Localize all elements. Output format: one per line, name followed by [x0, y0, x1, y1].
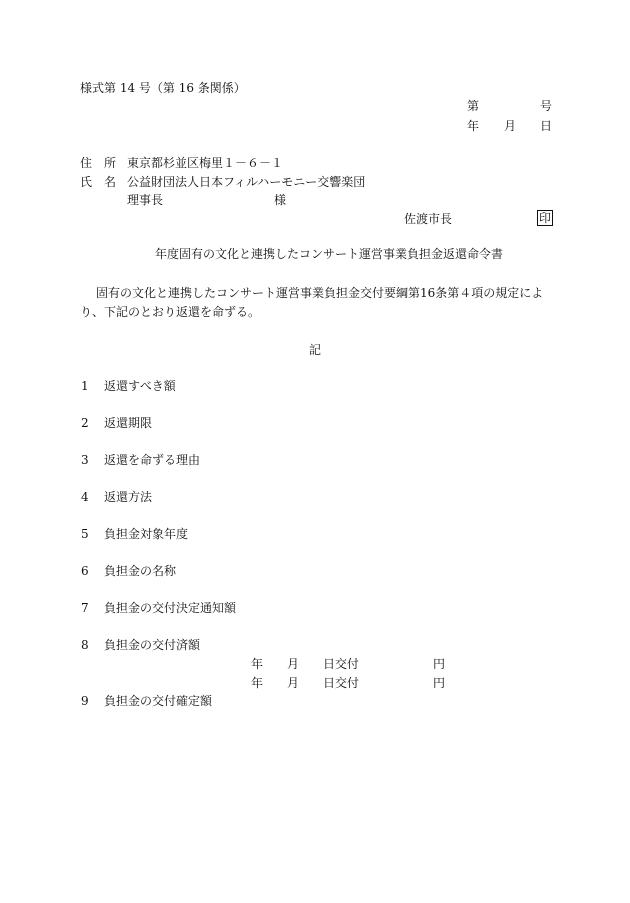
payment-yen: 円 [433, 676, 446, 690]
payment-year: 年 [251, 676, 264, 690]
item-label: 負担金対象年度 [104, 527, 189, 541]
address-value: 東京都杉並区梅里１－６－１ [127, 156, 284, 170]
date-month: 月 [504, 119, 517, 133]
item-number: 2 [81, 416, 89, 430]
payment-yen: 円 [433, 657, 446, 671]
item-number: 7 [81, 601, 89, 615]
item-label: 返還すべき額 [104, 379, 176, 393]
item-label: 負担金の名称 [104, 564, 177, 578]
item-label: 負担金の交付決定通知額 [104, 601, 237, 615]
name-value: 公益財団法人日本フィルハーモニー交響楽団 [127, 175, 366, 189]
ki-heading: 記 [309, 343, 322, 357]
issuer-title: 佐渡市長 [404, 212, 453, 226]
item-label: 返還を命ずる理由 [104, 453, 201, 467]
doc-number-suffix: 号 [540, 99, 553, 113]
body-line-2: り、下記のとおり返還を命ずる。 [80, 305, 261, 319]
item-label: 負担金の交付済額 [104, 638, 201, 652]
doc-number-prefix: 第 [467, 99, 480, 113]
body-line-1: 固有の文化と連携したコンサート運営事業負担金交付要綱第16条第４項の規定によ [96, 286, 544, 300]
document-title: 年度固有の文化と連携したコンサート運営事業負担金返還命令書 [155, 247, 504, 261]
director-honorific: 様 [274, 193, 287, 207]
payment-day: 日交付 [323, 676, 360, 690]
issuer-seal: 印 [539, 211, 552, 225]
address-label: 住 所 [80, 156, 117, 170]
name-label: 氏 名 [80, 175, 117, 189]
payment-day: 日交付 [323, 657, 360, 671]
item-number: 6 [81, 564, 89, 578]
date-year: 年 [467, 119, 480, 133]
item-label: 負担金の交付確定額 [104, 694, 213, 708]
item-number: 5 [81, 527, 89, 541]
item-label: 返還期限 [104, 416, 153, 430]
payment-month: 月 [287, 676, 300, 690]
item-number: 9 [81, 694, 89, 708]
item-label: 返還方法 [104, 490, 153, 504]
form-number: 様式第 14 号（第 16 条関係） [80, 81, 246, 95]
payment-month: 月 [287, 657, 300, 671]
director-title: 理事長 [127, 193, 164, 207]
item-number: 3 [81, 453, 89, 467]
date-day: 日 [540, 119, 553, 133]
payment-year: 年 [251, 657, 264, 671]
item-number: 1 [81, 379, 89, 393]
item-number: 8 [81, 638, 89, 652]
item-number: 4 [81, 490, 89, 504]
